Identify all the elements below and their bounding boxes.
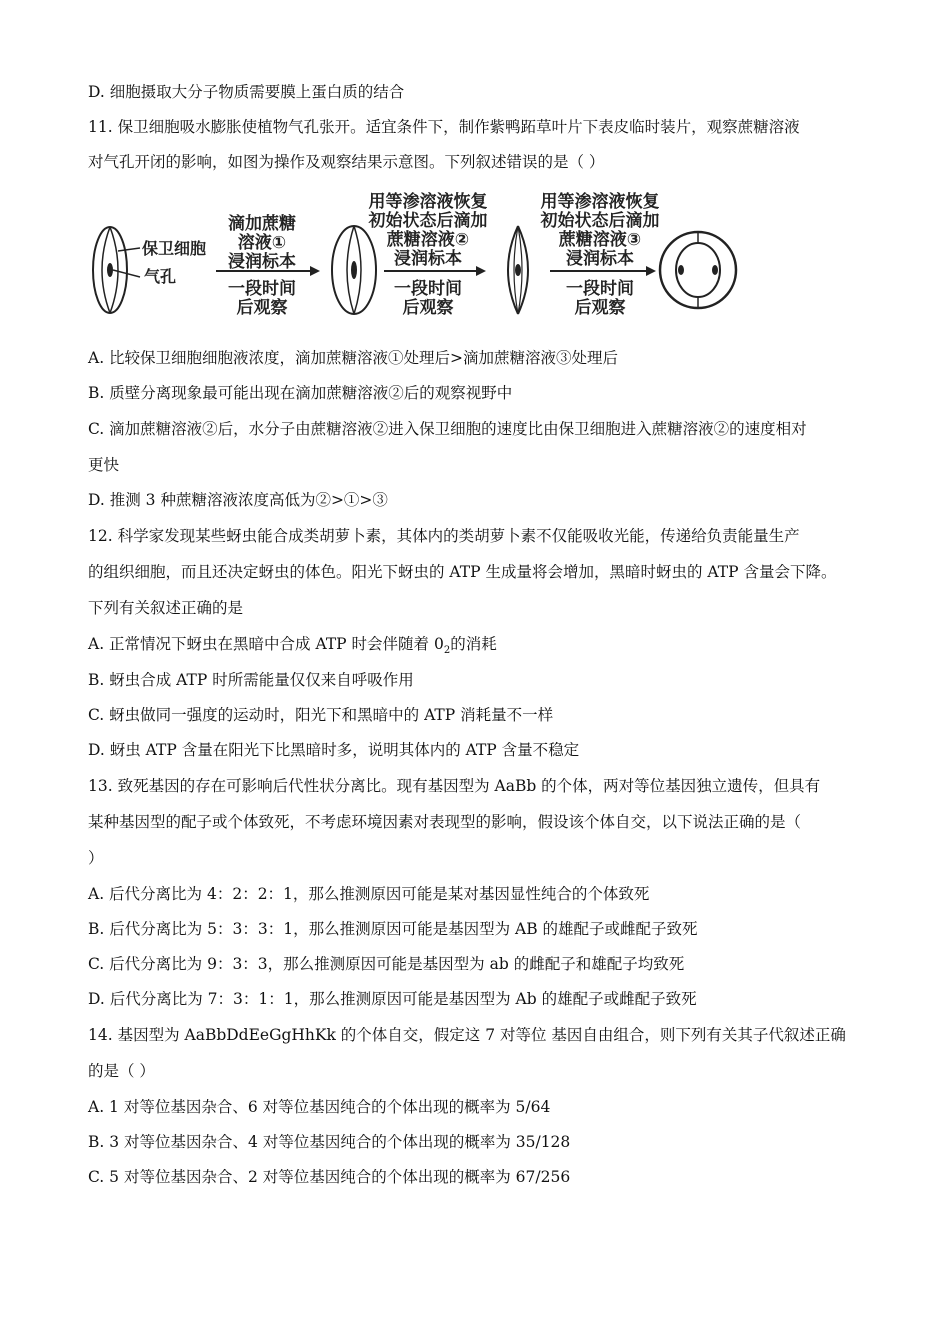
q14-option-a: A. 1 对等位基因杂合、6 对等位基因纯合的个体出现的概率为 5/64 <box>88 1098 551 1116</box>
step-2-line-2: 初始状态后滴加 <box>368 211 488 231</box>
stomata-diagram <box>88 186 748 336</box>
stoma-pore-label: 气孔 <box>144 267 177 286</box>
stoma-stage-2 <box>332 226 376 314</box>
stoma-stage-1 <box>93 227 206 313</box>
q12-option-d: D. 蚜虫 ATP 含量在阳光下比黑暗时多，说明其体内的 ATP 含量不稳定 <box>88 741 580 759</box>
q14-stem-line2: 的是（ ） <box>88 1062 155 1080</box>
step-1 <box>216 213 320 318</box>
q14-option-b: B. 3 对等位基因杂合、4 对等位基因纯合的个体出现的概率为 35/128 <box>88 1133 571 1151</box>
q12-option-a-tail: 的消耗 <box>450 635 497 653</box>
step-1-line-5: 后观察 <box>236 298 288 318</box>
step-3 <box>540 191 660 318</box>
stoma-stage-3 <box>508 226 528 314</box>
o2-subscript: 2 <box>443 645 451 657</box>
step-3-line-1: 用等渗溶液恢复 <box>540 192 660 212</box>
q10-option-d: D. 细胞摄取大分子物质需要膜上蛋白质的结合 <box>88 83 405 101</box>
q14-stem-line1: 14. 基因型为 AaBbDdEeGgHhKk 的个体自交，假定这 7 对等位 基因自由组合，则下列有关其子代叙述正确 <box>88 1026 846 1044</box>
guard-cell-label: 保卫细胞 <box>142 239 207 258</box>
q11-option-a: A. 比较保卫细胞细胞液浓度，滴加蔗糖溶液①处理后>滴加蔗糖溶液③处理后 <box>88 349 619 367</box>
step-1-line-2: 溶液① <box>237 233 287 253</box>
q12-stem-line2: 的组织细胞，而且还决定蚜虫的体色。阳光下蚜虫的 ATP 生成量将会增加，黑暗时蚜虫的 ATP 含量会下降。 <box>88 563 837 581</box>
step-3-line-5: 一段时间 <box>566 279 634 299</box>
q13-stem-line3: ） <box>88 849 104 867</box>
step-3-line-6: 后观察 <box>574 298 626 318</box>
q13-option-b: B. 后代分离比为 5：3：3：1，那么推测原因可能是基因型为 AB 的雄配子或雌配子致死 <box>88 920 698 938</box>
step-2-line-6: 后观察 <box>402 298 454 318</box>
q11-stem-line2: 对气孔开闭的影响，如图为操作及观察结果示意图。下列叙述错误的是（ ） <box>88 153 605 171</box>
step-3-line-3: 蔗糖溶液③ <box>558 230 642 250</box>
step-2-line-4: 浸润标本 <box>394 249 462 269</box>
q13-option-a: A. 后代分离比为 4：2：2：1，那么推测原因可能是某对基因显性纯合的个体致死 <box>88 885 650 903</box>
q12-stem-line3: 下列有关叙述正确的是 <box>88 599 244 617</box>
q11-option-c-line2: 更快 <box>88 456 120 474</box>
step-1-line-4: 一段时间 <box>228 279 296 299</box>
step-1-line-1: 滴加蔗糖 <box>228 214 296 234</box>
q11-stem-line1: 11. 保卫细胞吸水膨胀使植物气孔张开。适宜条件下，制作紫鸭跖草叶片下表皮临时装片，观察蔗糖溶液 <box>88 118 800 136</box>
step-3-line-2: 初始状态后滴加 <box>540 211 660 231</box>
step-3-line-4: 浸润标本 <box>566 249 634 269</box>
q12-option-a <box>88 634 497 657</box>
stoma-stage-4 <box>660 232 736 308</box>
q11-option-c-line1: C. 滴加蔗糖溶液②后，水分子由蔗糖溶液②进入保卫细胞的速度比由保卫细胞进入蔗糖溶液②的速度相对 <box>88 420 807 438</box>
step-2-line-5: 一段时间 <box>394 279 462 299</box>
q13-option-c: C. 后代分离比为 9：3：3，那么推测原因可能是基因型为 ab 的雌配子和雄配子均致死 <box>88 955 685 973</box>
q13-option-d: D. 后代分离比为 7：3：1：1，那么推测原因可能是基因型为 Ab 的雄配子或雌配子致死 <box>88 990 697 1008</box>
q12-option-c: C. 蚜虫做同一强度的运动时，阳光下和黑暗中的 ATP 消耗量不一样 <box>88 706 554 724</box>
step-2-line-3: 蔗糖溶液② <box>386 230 470 250</box>
step-2 <box>368 191 488 318</box>
q13-stem-line1: 13. 致死基因的存在可影响后代性状分离比。现有基因型为 AaBb 的个体，两对等位基因独立遗传，但具有 <box>88 777 821 795</box>
q12-option-b: B. 蚜虫合成 ATP 时所需能量仅仅来自呼吸作用 <box>88 671 414 689</box>
q14-option-c: C. 5 对等位基因杂合、2 对等位基因纯合的个体出现的概率为 67/256 <box>88 1168 571 1186</box>
q11-option-b: B. 质壁分离现象最可能出现在滴加蔗糖溶液②后的观察视野中 <box>88 384 513 402</box>
q12-option-a-text: A. 正常情况下蚜虫在黑暗中合成 ATP 时会伴随着 0 <box>88 635 444 653</box>
q11-option-d: D. 推测 3 种蔗糖溶液浓度高低为②>①>③ <box>88 491 388 509</box>
q13-stem-line2: 某种基因型的配子或个体致死，不考虑环境因素对表现型的影响，假设该个体自交，以下说法正确的是（ <box>88 813 802 831</box>
step-1-line-3: 浸润标本 <box>228 252 296 272</box>
q12-stem-line1: 12. 科学家发现某些蚜虫能合成类胡萝卜素，其体内的类胡萝卜素不仅能吸收光能，传递给负责能量生产 <box>88 527 800 545</box>
step-2-line-1: 用等渗溶液恢复 <box>368 192 488 212</box>
